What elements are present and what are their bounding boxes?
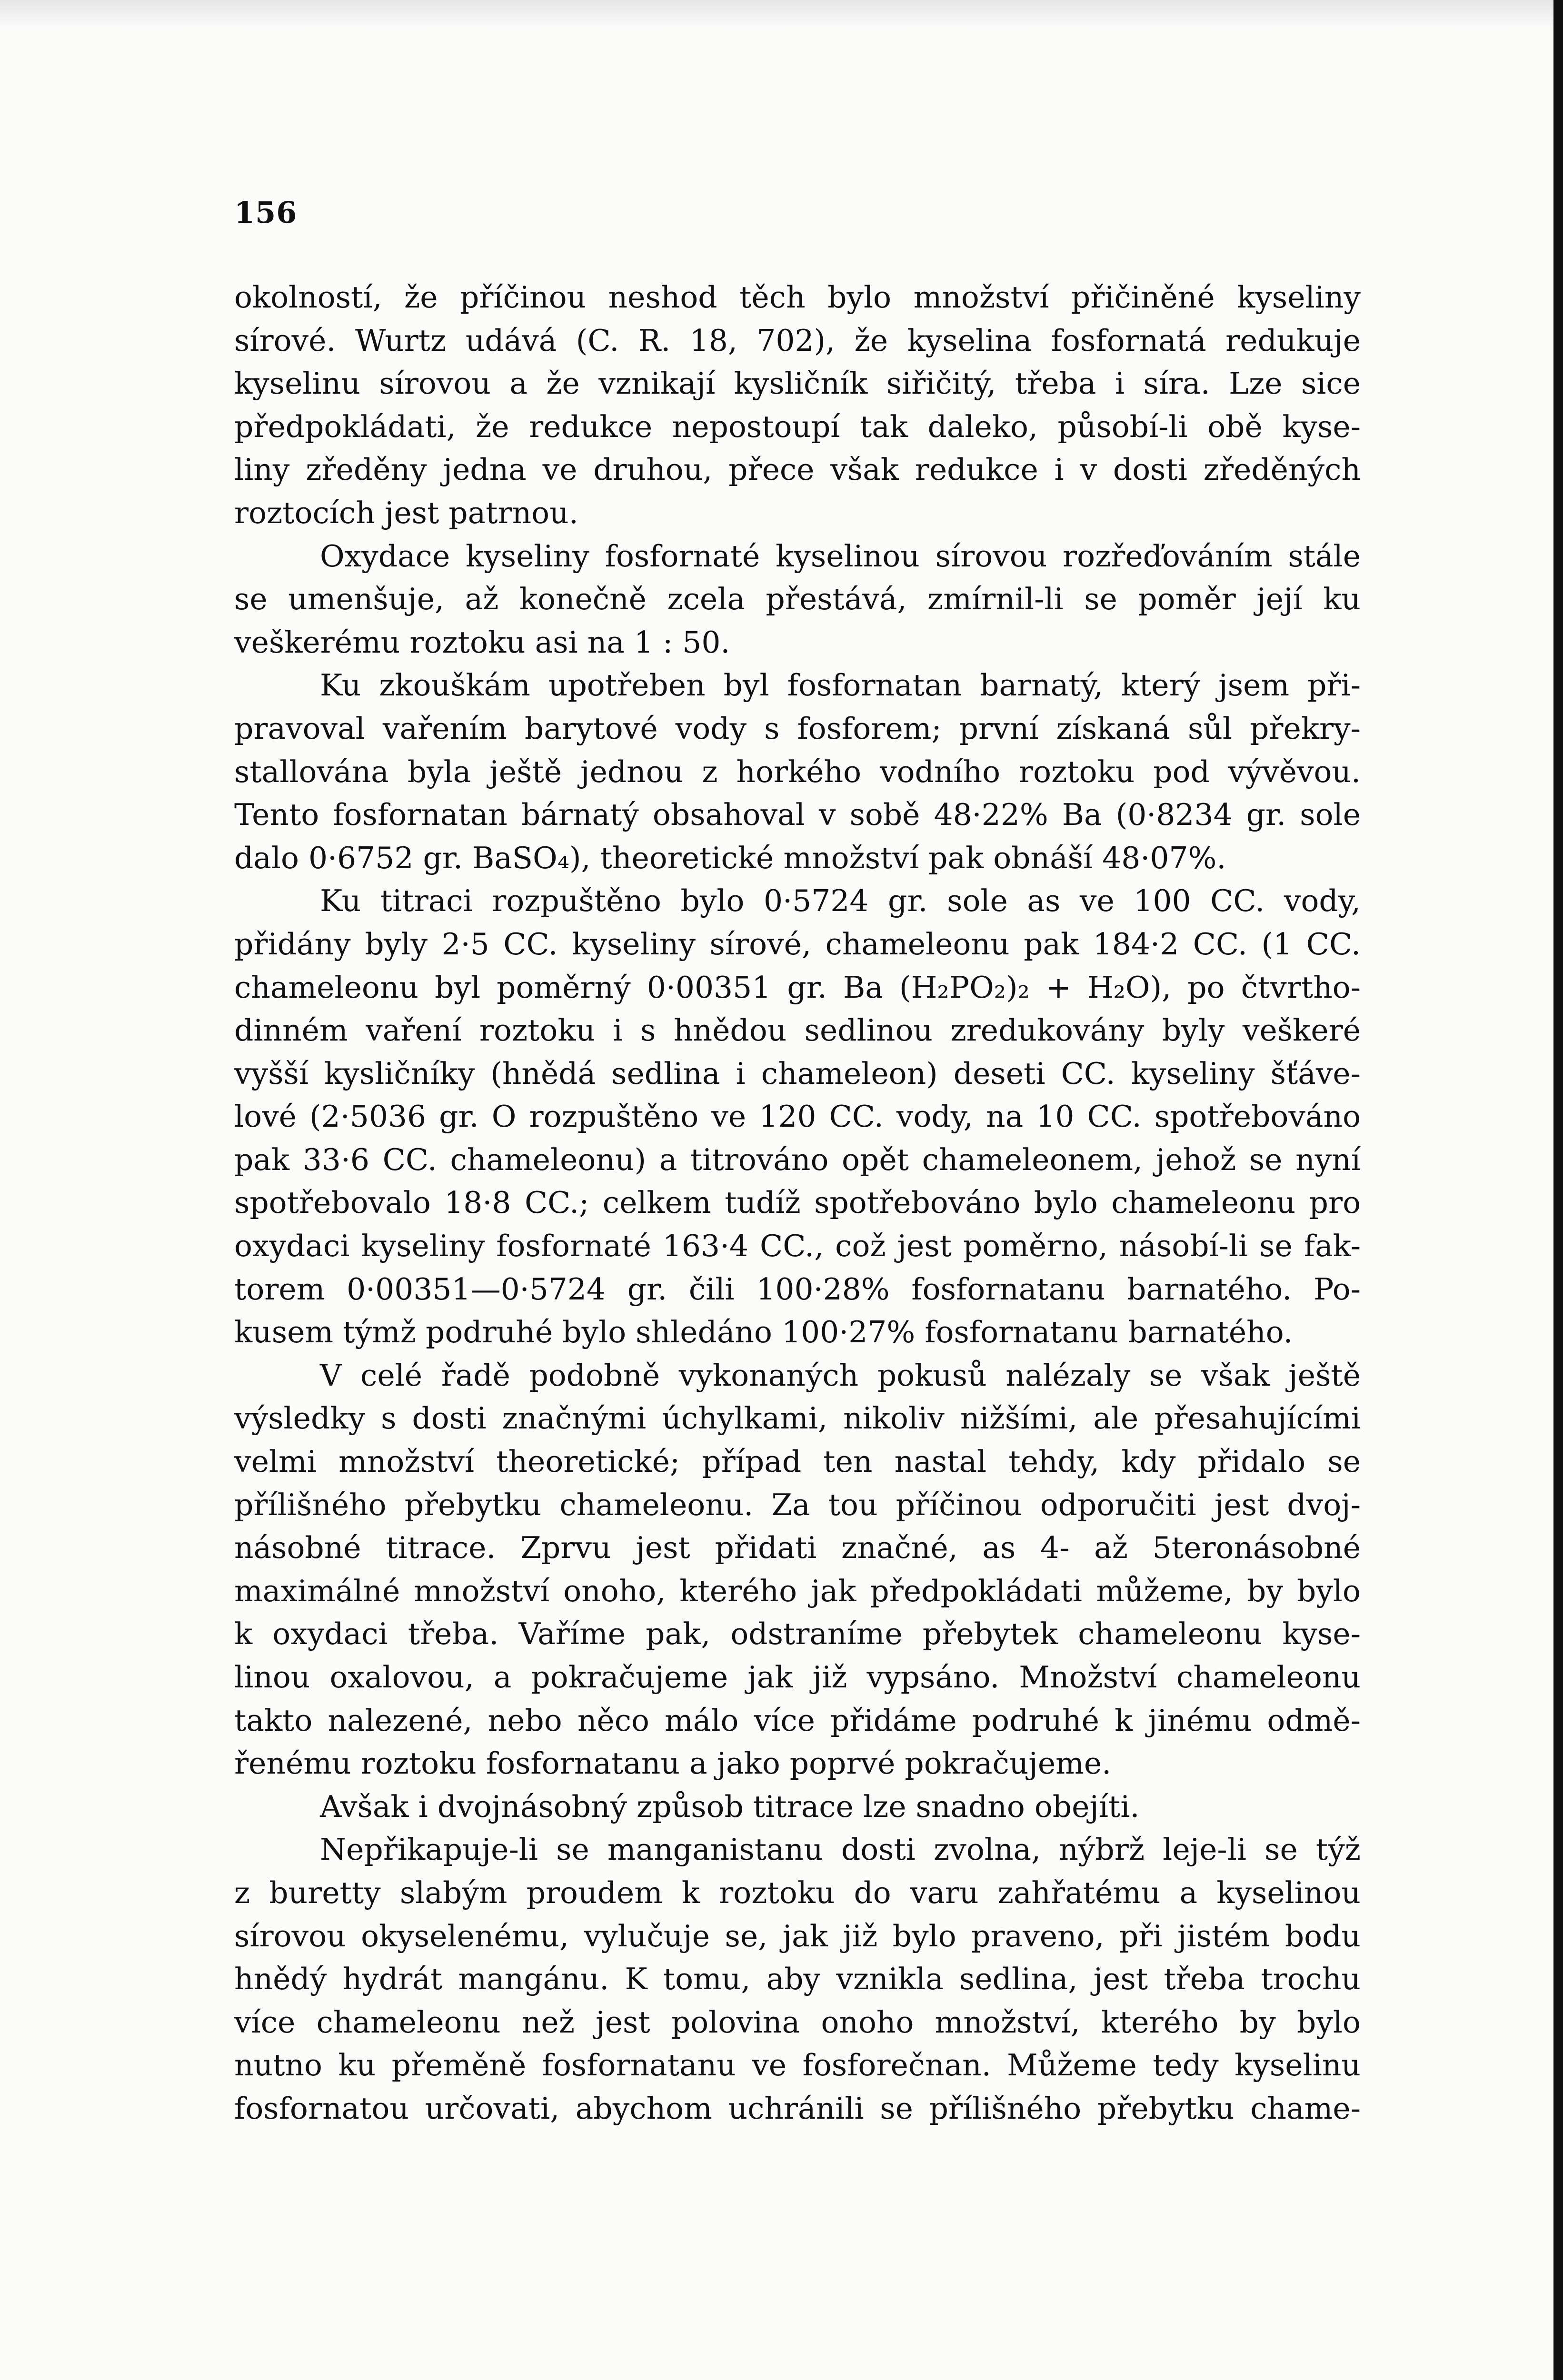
text-line: Oxydace kyseliny fosfornaté kyselinou sírovou rozřeďováním stále [320, 538, 1361, 574]
page-number: 156 [234, 195, 298, 230]
text-line: kyselinu sírovou a že vznikají kysličník siřičitý, třeba i síra. Lze sice [234, 366, 1361, 401]
text-line: sírové. Wurtz udává (C. R. 18, 702), že kyselina fosfornatá redukuje [234, 323, 1361, 358]
text-line: k oxydaci třeba. Vaříme pak, odstraníme přebytek chameleonu kyse- [234, 1616, 1361, 1652]
text-line: Ku zkouškám upotřeben byl fosfornatan barnatý, který jsem při- [320, 668, 1361, 703]
text-line: z buretty slabým proudem k roztoku do varu zahřatému a kyselinou [234, 1875, 1361, 1910]
text-line: okolností, že příčinou neshod těch bylo množství přičiněné kyseliny [234, 280, 1361, 315]
text-line: se umenšuje, až konečně zcela přestává, zmírnil-li se poměr její ku [234, 582, 1361, 617]
text-line: Avšak i dvojnásobný způsob titrace lze snadno obejíti. [320, 1789, 1140, 1824]
text-line: řenému roztoku fosfornatanu a jako poprvé pokračujeme. [234, 1746, 1112, 1781]
text-line: Ku titraci rozpuštěno bylo 0·5724 gr. sole as ve 100 CC. vody, [320, 883, 1361, 919]
text-line: dinném vaření roztoku i s hnědou sedlinou zredukovány byly veškeré [234, 1013, 1361, 1048]
text-line: velmi množství theoretické; případ ten nastal tehdy, kdy přidalo se [234, 1444, 1361, 1479]
text-line: fosfornatou určovati, abychom uchránili se přílišného přebytku chame- [234, 2091, 1361, 2126]
text-line: nutno ku přeměně fosfornatanu ve fosforečnan. Můžeme tedy kyselinu [234, 2048, 1361, 2083]
text-line: takto nalezené, nebo něco málo více přidáme podruhé k jinému odmě- [234, 1703, 1361, 1738]
text-line: přidány byly 2·5 CC. kyseliny sírové, chameleonu pak 184·2 CC. (1 CC. [234, 926, 1361, 962]
text-line: vyšší kysličníky (hnědá sedlina i chameleon) deseti CC. kyseliny šťáve- [234, 1056, 1361, 1091]
text-line: kusem týmž podruhé bylo shledáno 100·27% fosfornatanu barnatého. [234, 1315, 1293, 1350]
text-line: chameleonu byl poměrný 0·00351 gr. Ba (H₂PO₂)₂ + H₂O), po čtvrtho- [234, 970, 1361, 1005]
text-line: přílišného přebytku chameleonu. Za tou příčinou odporučiti jest dvoj- [234, 1487, 1361, 1522]
text-line: násobné titrace. Zprvu jest přidati značné, as 4- až 5teronásobné [234, 1530, 1361, 1566]
text-line: torem 0·00351—0·5724 gr. čili 100·28% fosfornatanu barnatého. Po- [234, 1271, 1361, 1307]
text-line: lové (2·5036 gr. O rozpuštěno ve 120 CC. vody, na 10 CC. spotřebováno [234, 1099, 1361, 1134]
text-line: V celé řadě podobně vykonaných pokusů nalézaly se však ještě [320, 1358, 1361, 1393]
text-line: hnědý hydrát mangánu. K tomu, aby vznikla sedlina, jest třeba trochu [234, 1962, 1361, 1997]
text-line: oxydaci kyseliny fosfornaté 163·4 CC., což jest poměrno, násobí-li se fak- [234, 1229, 1361, 1264]
scan-right-edge [1553, 0, 1563, 2380]
text-line: roztocích jest patrnou. [234, 495, 578, 530]
text-line: dalo 0·6752 gr. BaSO₄), theoretické množství pak obnáší 48·07%. [234, 840, 1226, 875]
text-line: liny zředěny jedna ve druhou, přece však redukce i v dosti zředěných [234, 452, 1361, 487]
text-line: maximálné množství onoho, kterého jak předpokládati můžeme, by bylo [234, 1573, 1361, 1608]
text-line: spotřebovalo 18·8 CC.; celkem tudíž spotřebováno bylo chameleonu pro [234, 1185, 1361, 1220]
text-line: Tento fosfornatan bárnatý obsahoval v sobě 48·22% Ba (0·8234 gr. sole [234, 797, 1361, 833]
text-line: Nepřikapuje-li se manganistanu dosti zvolna, nýbrž leje-li se týž [320, 1832, 1361, 1867]
body-text [234, 276, 1361, 2131]
scan-top-shadow [0, 0, 1553, 29]
text-line: sírovou okyselenému, vylučuje se, jak již bylo praveno, při jistém bodu [234, 1918, 1361, 1954]
text-line: výsledky s dosti značnými úchylkami, nikoliv nižšími, ale přesahujícími [234, 1401, 1361, 1436]
text-line: předpokládati, že redukce nepostoupí tak daleko, působí-li obě kyse- [234, 409, 1361, 444]
text-line: stallována byla ještě jednou z horkého vodního roztoku pod vývěvou. [234, 754, 1361, 789]
text-line: pravoval vařením barytové vody s fosforem; první získaná sůl překry- [234, 711, 1361, 746]
text-line: více chameleonu než jest polovina onoho množství, kterého by bylo [234, 2004, 1361, 2040]
text-line: veškerému roztoku asi na 1 : 50. [234, 625, 730, 660]
text-line: linou oxalovou, a pokračujeme jak již vypsáno. Množství chameleonu [234, 1660, 1361, 1695]
text-line: pak 33·6 CC. chameleonu) a titrováno opět chameleonem, jehož se nyní [234, 1142, 1361, 1177]
